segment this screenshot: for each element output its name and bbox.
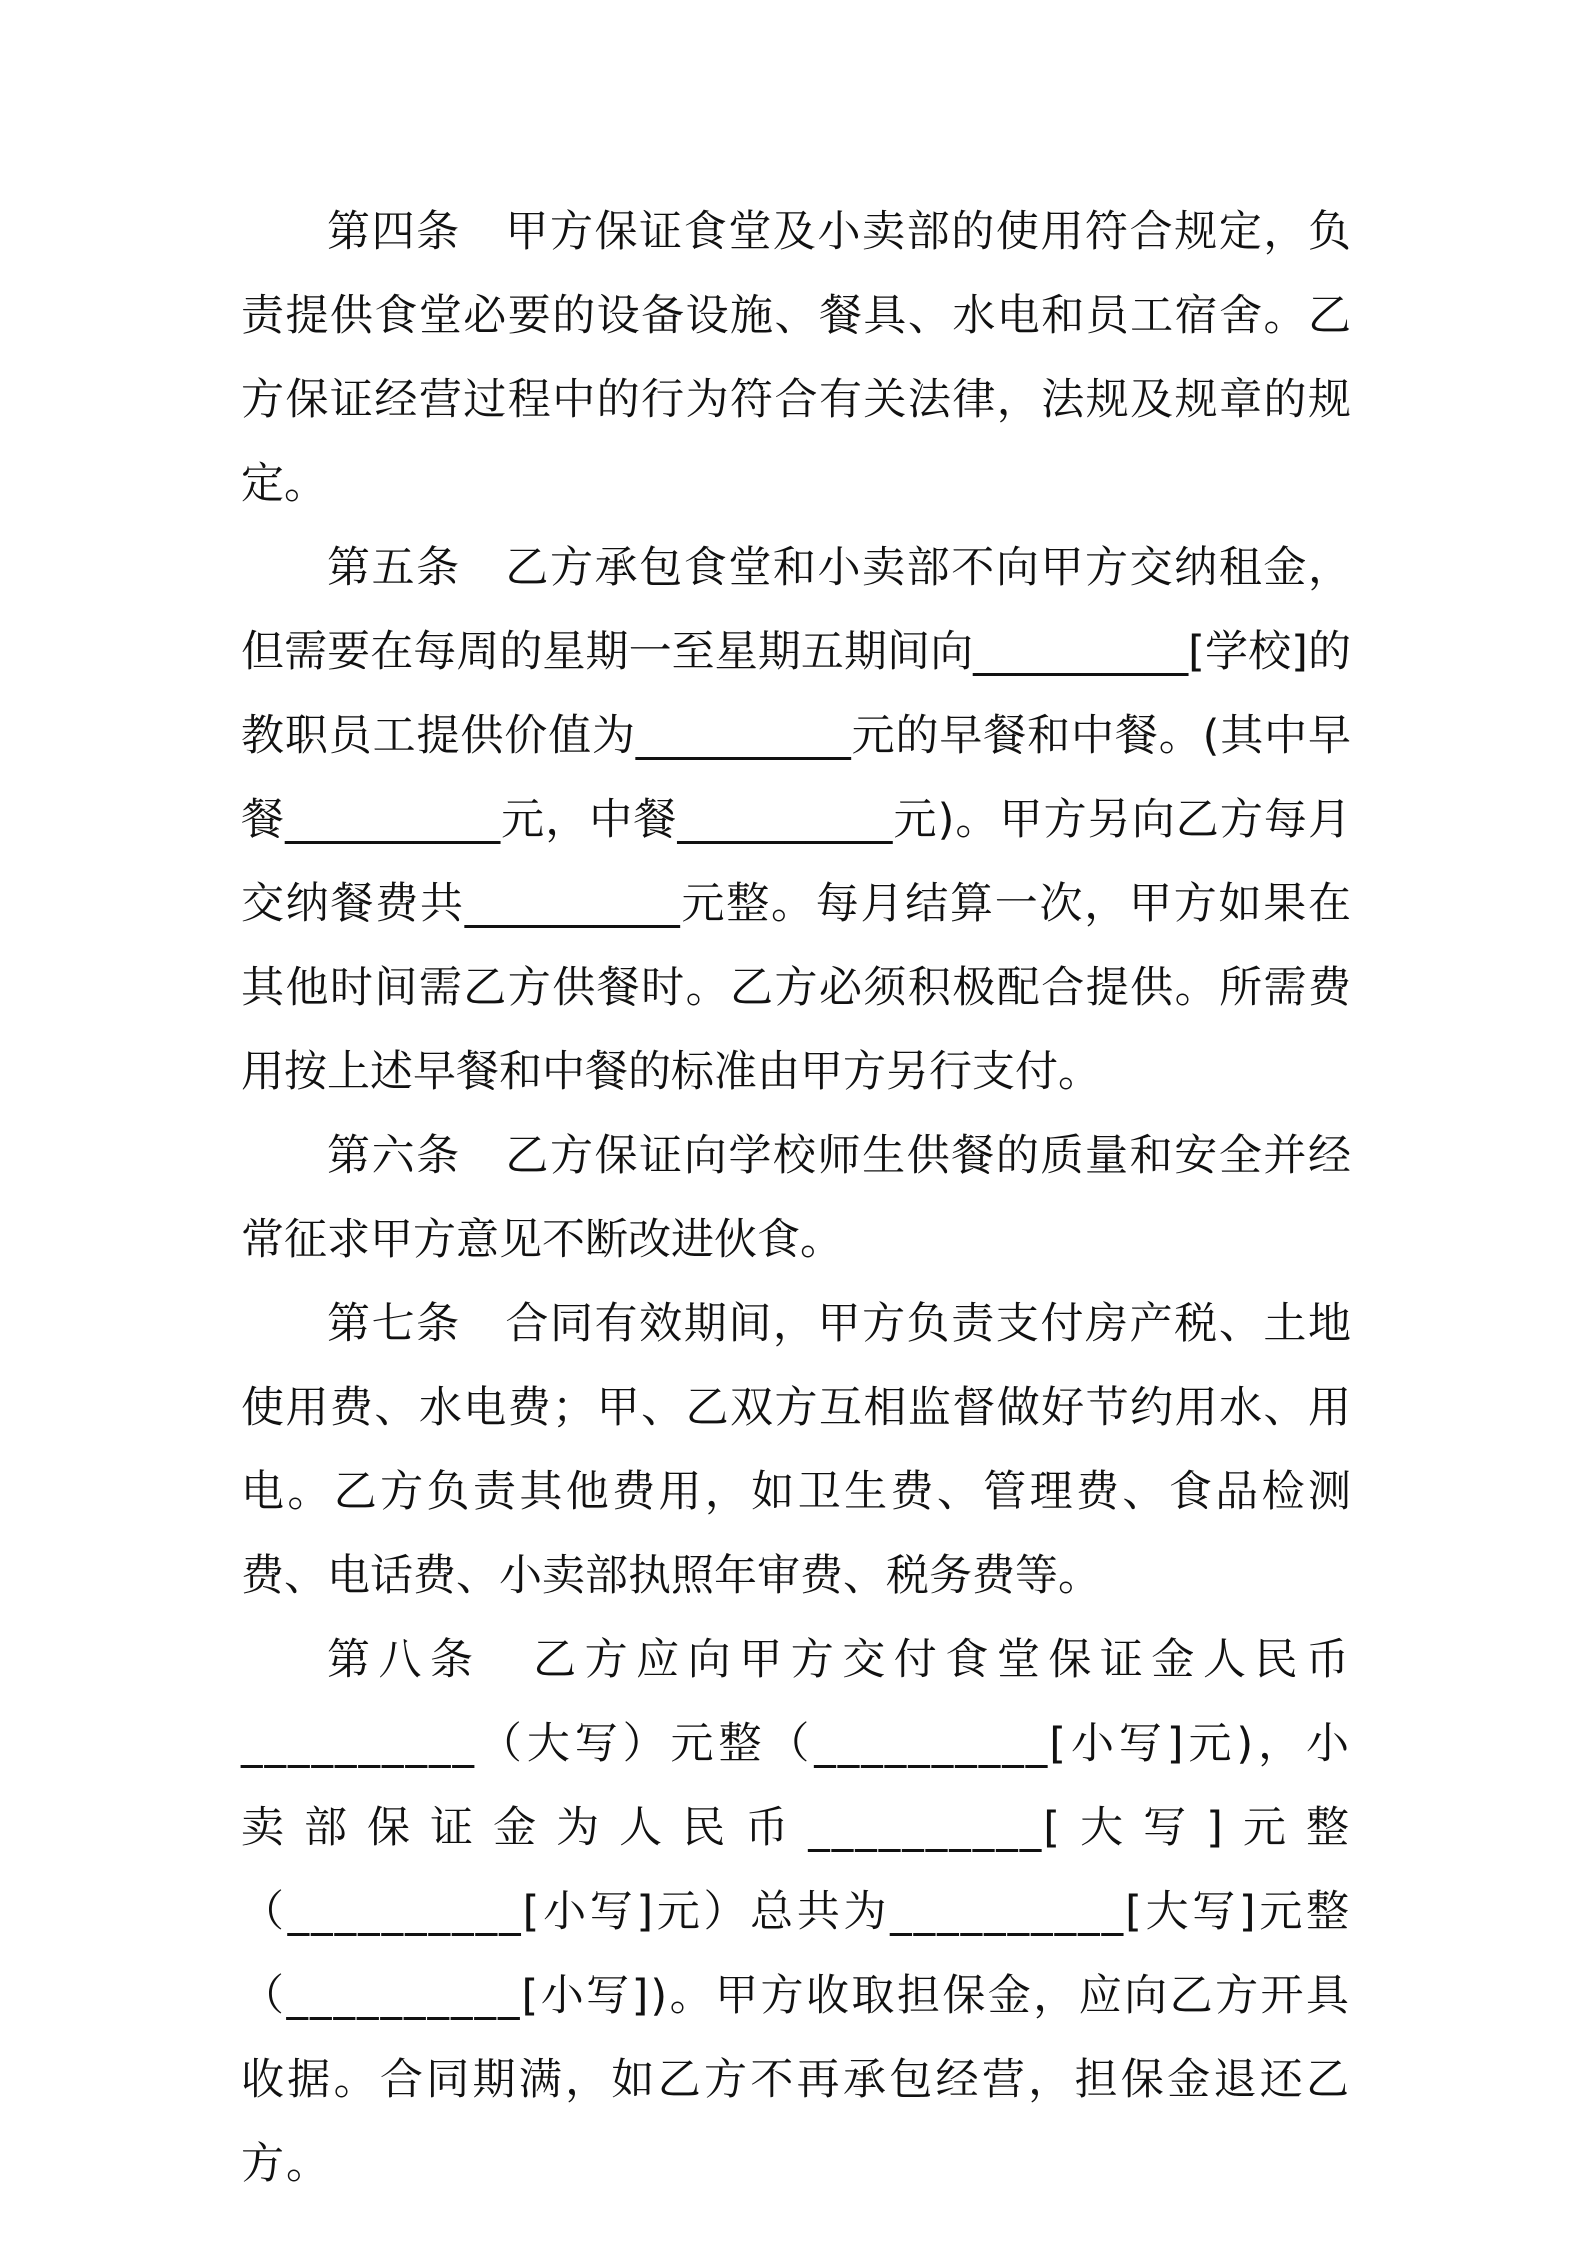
contract-page <box>241 190 1351 2206</box>
article-8: 第八条 乙方应向甲方交付食堂保证金人民币__________（大写）元整（__________[小写]元)，小卖部保证金为人民币__________[大写]元整（__________[小写]元）总共为__________[大写]元整（__________[小写])。甲方收取担保金，应向乙方开具收据。合同期满，如乙方不再承包经营，担保金退还乙方。 <box>241 1635 1351 2189</box>
article-5: 第五条 乙方承包食堂和小卖部不向甲方交纳租金，但需要在每周的星期一至星期五期间向__________[学校]的教职员工提供价值为__________元的早餐和中餐。(其中早餐__________元，中餐__________元)。甲方另向乙方每月交纳餐费共__________元整。每月结算一次，甲方如果在其他时间需乙方供餐时。乙方必须积极配合提供。所需费用按上述早餐和中餐的标准由甲方另行支付。 <box>241 543 1351 1097</box>
article-4: 第四条 甲方保证食堂及小卖部的使用符合规定，负责提供食堂必要的设备设施、餐具、水电和员工宿舍。乙方保证经营过程中的行为符合有关法律，法规及规章的规定。 <box>241 207 1351 509</box>
article-7: 第七条 合同有效期间，甲方负责支付房产税、土地使用费、水电费；甲、乙双方互相监督做好节约用水、用电。乙方负责其他费用，如卫生费、管理费、食品检测费、电话费、小卖部执照年审费、税务费等。 <box>241 1299 1351 1601</box>
article-6: 第六条 乙方保证向学校师生供餐的质量和安全并经常征求甲方意见不断改进伙食。 <box>241 1131 1351 1265</box>
